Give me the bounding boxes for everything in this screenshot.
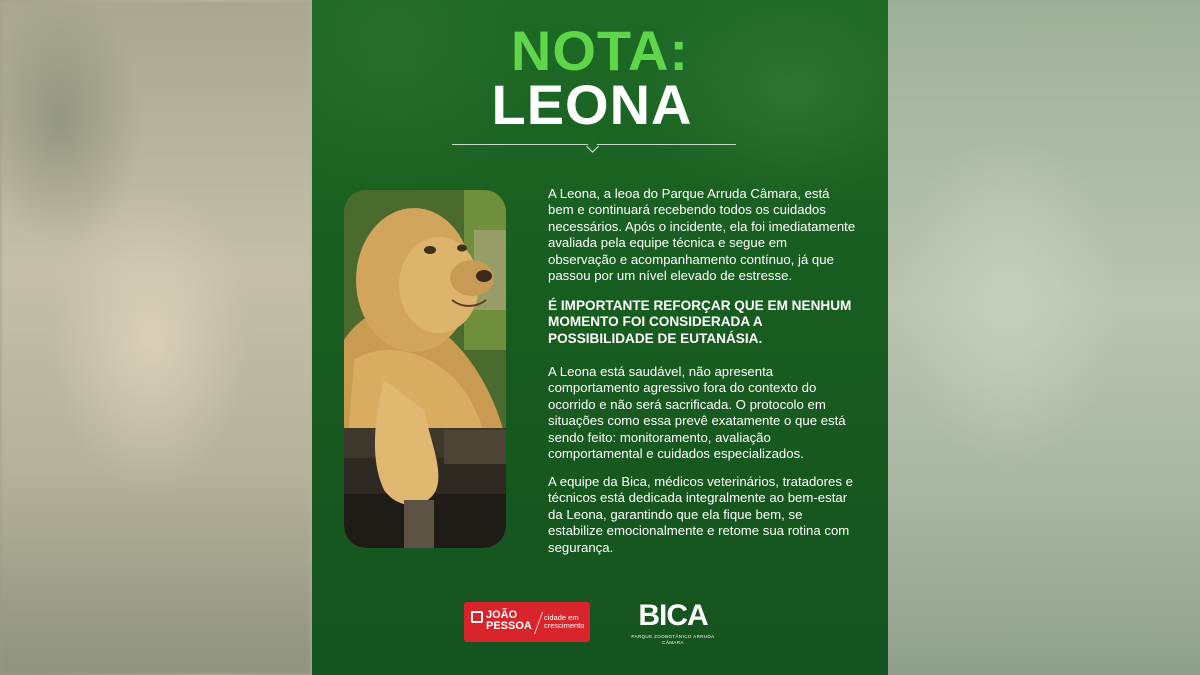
- joao-pessoa-logo: [464, 602, 590, 642]
- joao-pessoa-emblem-icon: [471, 611, 483, 623]
- title-line-1: NOTA:: [510, 19, 690, 82]
- title-line-2: LEONA: [491, 73, 693, 136]
- lioness-photo: [344, 190, 506, 548]
- paragraph-status: A Leona, a leoa do Parque Arruda Câmara, está bem e continuará recebendo todos os cuidados necessários. Após o incidente, ela foi imediatamente avaliada pela equipe técnica e segue em observação e acompanhamento contínuo, já que passou por um nível elevado de estresse.: [548, 186, 856, 284]
- blurred-background-right: [888, 0, 1200, 675]
- bica-subtitle: PARQUE ZOOBOTÂNICO ARRUDA CÂMARA: [631, 634, 715, 645]
- bica-logo: [624, 600, 722, 644]
- blurred-background-left: [0, 0, 312, 675]
- lioness-illustration: [344, 190, 506, 548]
- joao-pessoa-tagline: cidade em crescimento: [544, 613, 585, 630]
- paragraph-health: A Leona está saudável, não apresenta comportamento agressivo fora do contexto do ocorrido e não será sacrificada. O protocolo em situações como essa prevê exatamente o que está sendo feito: monitoramento, avaliação comportamental e cuidados especializados.: [548, 364, 846, 462]
- joao-pessoa-name: JOÃO PESSOA: [486, 609, 532, 632]
- bica-wordmark: BICA: [638, 599, 708, 632]
- paragraph-highlight: É IMPORTANTE REFORÇAR QUE EM NENHUM MOMENTO FOI CONSIDERADA A POSSIBILIDADE DE EUTANÁSIA.: [548, 298, 852, 346]
- divider-notch: [586, 140, 599, 153]
- poster: [312, 0, 888, 675]
- paragraph-team: A equipe da Bica, médicos veterinários, tratadores e técnicos está dedicada integralmente ao bem-estar da Leona, garantindo que ela fique bem, se estabilize emocionalmente e retome sua rotina com segurança.: [548, 474, 853, 555]
